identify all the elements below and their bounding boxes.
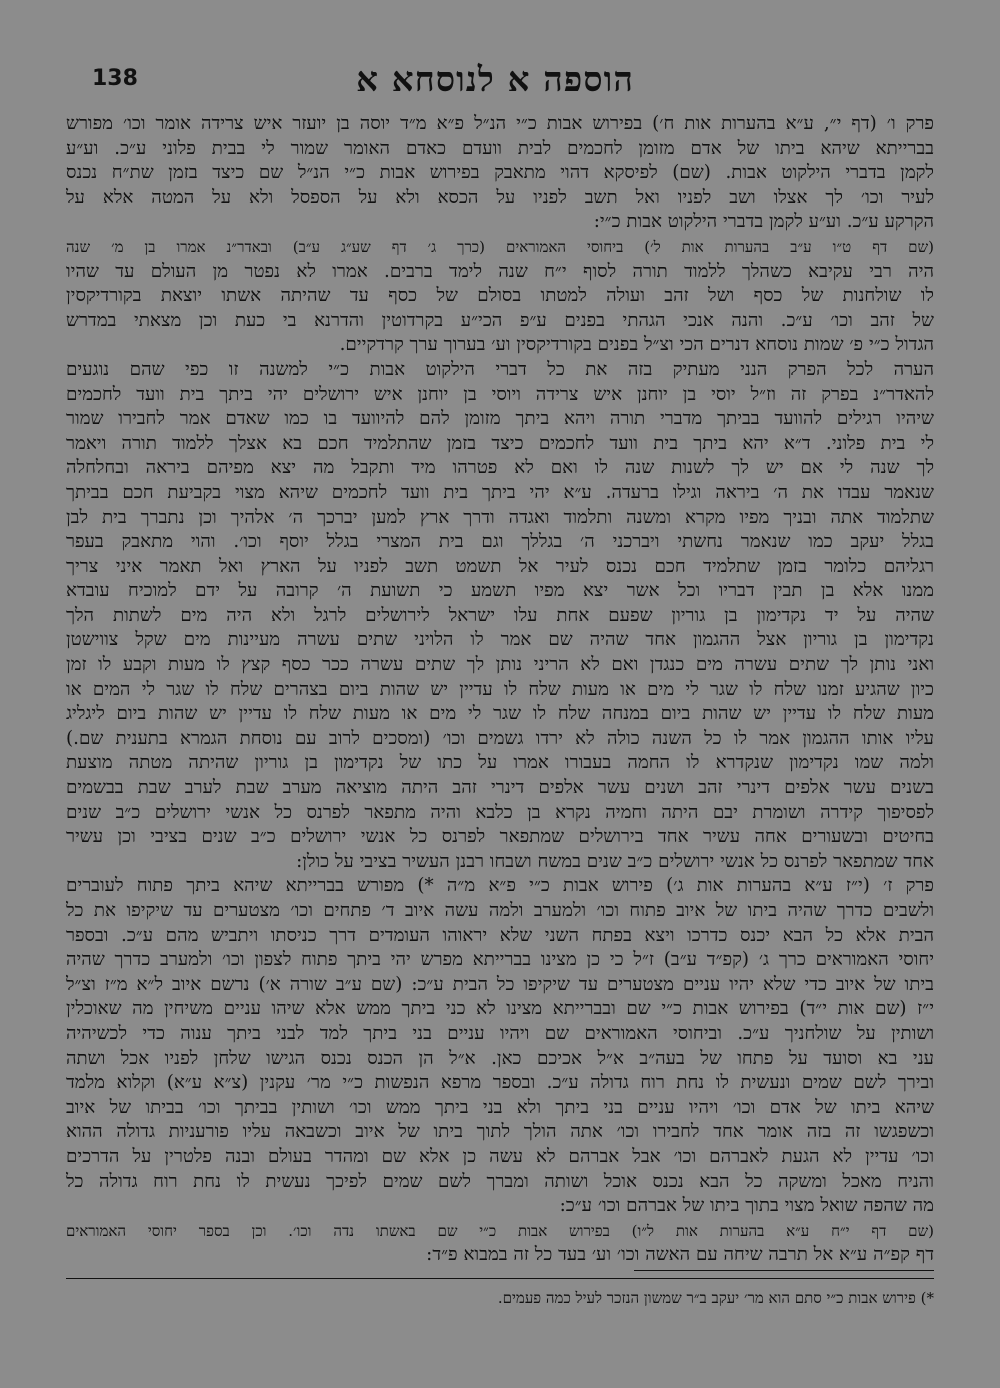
text-line: (שם דף י״ח ע״א בהערות אות ל״ו) בפירוש אבות כ״י שם באשתו נדה וכו׳. וכן בספר יחוסי האמוראים: [66, 1221, 934, 1240]
text-line: רגליהם כלומר בזמן שתלמיד חכם נכנס לעיר אל תשמט תשב לפניו על הארץ ואל תאמר איני צריך: [66, 555, 934, 577]
footnote-rule: [634, 1270, 934, 1271]
page-number: 138: [92, 66, 138, 91]
text-line: לך שנה לי אם יש לך לשנות שנה לו ואם לא פטרהו מיד ותקבל מה יצא מפיהם ביראה ובחלחלה: [66, 457, 934, 479]
text-line: הקרקע ע״כ. וע״ע לקמן בדברי הילקוט אבות כ״י:: [593, 211, 934, 233]
text-line: הגדול כ״י פ׳ שמות נוסחא דנרים הכי וצ״ל בפנים בקורדיקסין וע׳ בערוך ערך קרדקיים.: [339, 334, 934, 356]
text-line: דף קפ״ה ע״א אל תרבה שיחה עם האשה וכו׳ וע׳ בעד כל זה במבוא פ״ד:: [426, 1244, 934, 1266]
text-line: ולשבים כדרך שהיה ביתו של איוב פתוח וכו׳ ולמערב ולמה עשה איוב ד׳ פתחים וכו׳ מצטערים עד שיקיפו את כל: [66, 900, 934, 921]
text-line: עני בא וסועד על פתחו של בעה״ב א״ל אכיכם כאן. א״ל הן הכנס נכנס הגישו שלחן לפניו אכל ושתה: [66, 1047, 934, 1069]
text-line: היה רבי עקיבא כשהלך ללמוד תורה לסוף י״ח שנה לימד ברבים. אמרו לא נפטר מן העולם עד שהיו: [66, 260, 934, 282]
text-line: פרק ז׳ (י״ז ע״א בהערות אות ג׳) פירוש אבות כ״י פ״א מ״ה *) מפורש בברייתא שיהא ביתך פתוח לעוברים: [66, 875, 934, 897]
text-line: יחוסי האמוראים כרך ג׳ (קפ״ד ע״ב) ז״ל כי כן מצינו בברייתא מפרש יהי ביתך פתוח לצפון וכו׳ ולמערב כדרך שהיה: [66, 949, 934, 971]
text-line: מעות שלח לו עדיין יש שהות ביום במנחה שלח לו שגר לי מים או מעות שלח לו עדיין יש שהות ביום ליגליג: [66, 703, 934, 725]
text-line: מה שהפה שואל מצוי בתוך ביתו של אברהם וכו׳ ע״כ:: [559, 1195, 934, 1217]
text-line: (שם דף ט״ו ע״ב בהערות אות ל׳) ביחוסי האמוראים (כרך ג׳ דף שע״ג ע״ב) ובאדר״נ אמרו בן מ׳ שנה: [66, 237, 934, 256]
text-line: לעיר וכו׳ לך אצלו ושב לפניו ואל תשב לפניו על הכסא ולא על הספסל ולא על המטה אלא על: [66, 186, 934, 208]
text-line: הבית אלא כל הבא יכנס כדרכו ויצא בפתח השני שלא יראוהו העומדים דרך כניסתו ויתביש מהם ע״כ. ובספר: [66, 924, 934, 946]
text-line: בחיטים ובשעורים אחה עשיר אחד בירושלים שמתפאר לפרנס כל אנשי ירושלים כ״ב שנים בציבי וכן עשיר: [66, 826, 934, 848]
text-line: וכשפגשו זה בזה אומר אחד לחבירו וכו׳ אתה הולך לתוך ביתו של איוב וכשבאה עליו פורעניות גדולה ההוא: [66, 1121, 934, 1143]
text-line: שתלמוד אתה ובניך מפיו מקרא ומשנה ותלמוד ואגדה ודרך ארץ למען יברכך ה׳ אלהיך וכן נתברך בית לבן: [66, 506, 934, 528]
text-line: ממנו אלא בן תבין דבריו וכל אשר יצא מפיו תשמע כי תשועת ה׳ קרובה על ידם למוכיח עובדא: [66, 580, 934, 602]
text-line: לי בית פלוני. ד״א יהא ביתך בית וועד לחכמים כיצד בזמן שהתלמיד חכם בא אצלך ללמוד תורה ויאמר: [66, 432, 934, 454]
text-line: שיהיו רגילים להוועד בביתך מדברי תורה ויהא ביתך מזומן להם להיוועד בו כמו שאדם אמר לחבירו שמור: [66, 408, 934, 430]
text-line: שהיה על יד נקדימון בן גוריון שפעם אחת עלו ישראל לירושלים לרגל ולא היה מים לשתות הלך: [66, 604, 934, 626]
text-line: וכו׳ עדיין לא הגעת לאברהם וכו׳ אבל אברהם לא עשה כן אלא שם ומהדר בעולם ובנה פלטרין על הדרכים: [66, 1145, 934, 1167]
text-line: של זהב וכו׳ ע״כ. והנה אנכי הגהתי בפנים ע״פ הכי״ע בקרדוטין והדרנא בי כעת וכן מצאתי במדרש: [66, 309, 934, 331]
text-line: נקדימון בן גוריון אצל ההגמון אחד שהיה שם אמר לו הלויני שתים עשרה מעיינות מים שקל צווישטן: [66, 629, 934, 651]
text-line: עליו אותו ההגמון אמר לו כל השנה כולה לא ירדו גשמים וכו׳ (ומסכים לרוב עם נוסחת הגמרא בתענית שם.): [66, 727, 934, 749]
text-line: בשנים עשר אלפים דינרי זהב ושנים עשר אלפים דינרי זהב היתה מוציאה מערב שבת לערב שבת בבשמים: [66, 777, 934, 799]
text-line: להאדר״נ בפרק זה וז״ל יוסי בן יוחנן איש צרידה ויוסי בן יוחנן איש ירושלים יהי ביתך בית וועד לחכמים: [66, 383, 934, 405]
text-line: לפסיפוך קידרה ושומרת יבם היתה וחמיה נקרא בן כלבא והיה מתפאר לפרנס כל אנשי ירושלים כ״ב שנים: [66, 801, 934, 823]
text-line: בגלל יעקב כמו שנאמר נחשתי ויברכני ה׳ בגללך וגם בית המצרי בגלל יוסף וכו׳. והוי מתאבק בעפר: [66, 531, 934, 553]
text-line: שנאמר עבדו את ה׳ ביראה וגילו ברעדה. ע״א יהי ביתך בית וועד לחכמים שיהא מצוי בקביעת חכם בביתך: [66, 481, 934, 503]
text-line: ובירך לשם שמים ונעשית לו נחת רוח גדולה ע״כ. ובספר מרפא הנפשות כ״י מר׳ עקנין (צ״א ע״א) וקלוא מלמד: [66, 1072, 934, 1094]
text-line: ביתו של איוב כדי שלא יהיו עניים מצטערים עד שיקיפו כל הבית ע״כ: (שם ע״ב שורה א׳) נרשם איוב ל״א מ״ז וצ״ל: [66, 973, 934, 995]
text-line: ושותין על שולחניך ע״כ. וביחוסי האמוראים שם ויהיו עניים בני ביתך למד לבני ביתך ענוה כדי לכשיהיה: [66, 1022, 934, 1044]
text-line: בברייתא שיהא ביתו של אדם מזומן לחכמים לבית וועדם כאדם האומר שמור לי בבית פלוני ע״כ. וע״ע: [66, 137, 934, 159]
text-line: ואני נותן לך שתים עשרה מים כנגדן ואם לא הריני נותן לך שתים עשרה ככר כסף קצץ לו מעות וקבע לו זמן: [66, 654, 934, 676]
page-title: הוספה א לנוסחא א: [356, 60, 634, 100]
text-line: שיהא ביתו של אדם וכו׳ ויהיו עניים בני ביתך ולא בני ביתך ממש וכו׳ ושותין בביתך וכו׳ בביתו של איוב: [66, 1096, 934, 1118]
text-line: והניח מאכל ומשקה כל הבא נכנס אוכל ושותה ומברך לשם שמים לפיכך נעשית לו נחת רוח גדולה כל: [66, 1170, 934, 1192]
text-line: הערה לכל הפרק הנני מעתיק בזה את כל דברי הילקוט אבות כ״י למשנה זו כפי שהם נוגעים: [66, 358, 934, 380]
footnote: *) פירוש אבות כ״י סתם הוא מר׳ יעקב ב״ר שמשון הנזכר לעיל כמה פעמים.: [66, 1278, 934, 1309]
text-line: פרק ו׳ (דף י״, ע״א בהערות אות ח׳) בפירוש אבות כ״י הנ״ל פ״א מ״ד יוסה בן יועזר איש צרידה אומר וכו׳ מפורש: [66, 113, 934, 134]
text-line: כיון שהגיע זמנו שלח לו שגר לי מים או מעות שלח לו עדיין יש שהות ביום בצהרים שלח לו שגר לי המים או: [66, 678, 934, 700]
body-text: [66, 112, 934, 1268]
page-header: [60, 60, 930, 110]
text-line: לקמן בדברי הילקוט אבות. (שם) לפיסקא דהוי מתאבק בפירוש אבות כ״י הנ״ל שם כיצד בזמן שת״ח נכנס: [66, 162, 934, 184]
text-line: לו שולחנות של כסף ושל זהב ועולה למטתו בסולם של כסף עד שהיתה אשתו יוצאת בקורדיקסין: [66, 285, 934, 307]
text-line: י״ז (שם אות י״ד) בפירוש אבות כ״י שם ובברייתא מצינו לא כני ביתך ממש אלא שיהו עניים משיחין מה שאוכלין: [66, 998, 934, 1020]
text-line: ולמה שמו נקדימון שנקדרא לו החמה בעבורו אמרו על כתו של נקדימון בן גוריון שהיתה מטתה מוצעת: [66, 752, 934, 774]
text-line: אחד שמתפאר לפרנס כל אנשי ירושלים כ״ב שנים במשח ושבחו רבנן העשיר בציבי על כולן:: [296, 850, 934, 872]
